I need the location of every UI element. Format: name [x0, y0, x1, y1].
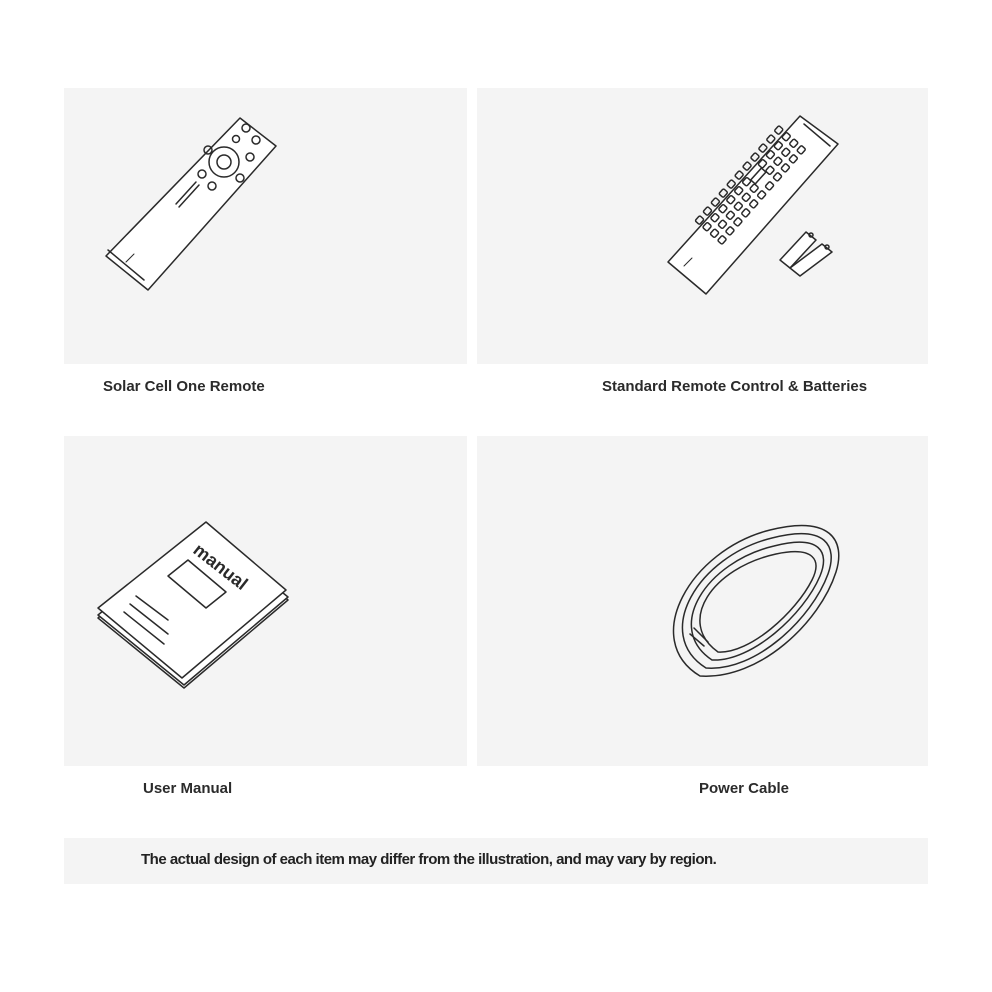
power-cable-icon [477, 436, 928, 766]
remote-key [750, 152, 759, 161]
solar-remote-icon [64, 88, 467, 364]
manual-cover-text: manual [189, 539, 252, 594]
disclaimer-text: The actual design of each item may differ from the illustration, and may vary by region. [141, 851, 717, 868]
disclaimer-box [64, 838, 928, 884]
remote-key [742, 161, 751, 170]
solar-remote-panel [64, 88, 467, 364]
remote-key [758, 143, 767, 152]
solar-remote-caption: Solar Cell One Remote [103, 378, 265, 395]
power-cable-panel [477, 436, 928, 766]
remote-key [766, 134, 775, 143]
user-manual-caption: User Manual [143, 780, 233, 797]
standard-remote-panel [477, 88, 928, 364]
user-manual-panel [64, 436, 467, 766]
power-cable-caption: Power Cable [699, 780, 790, 797]
remote-key [735, 170, 744, 179]
remote-key [774, 125, 783, 134]
standard-remote-icon [477, 88, 928, 364]
standard-remote-caption: Standard Remote Control & Batteries [602, 378, 868, 395]
manual-icon [64, 436, 467, 766]
remote-key [727, 179, 736, 188]
